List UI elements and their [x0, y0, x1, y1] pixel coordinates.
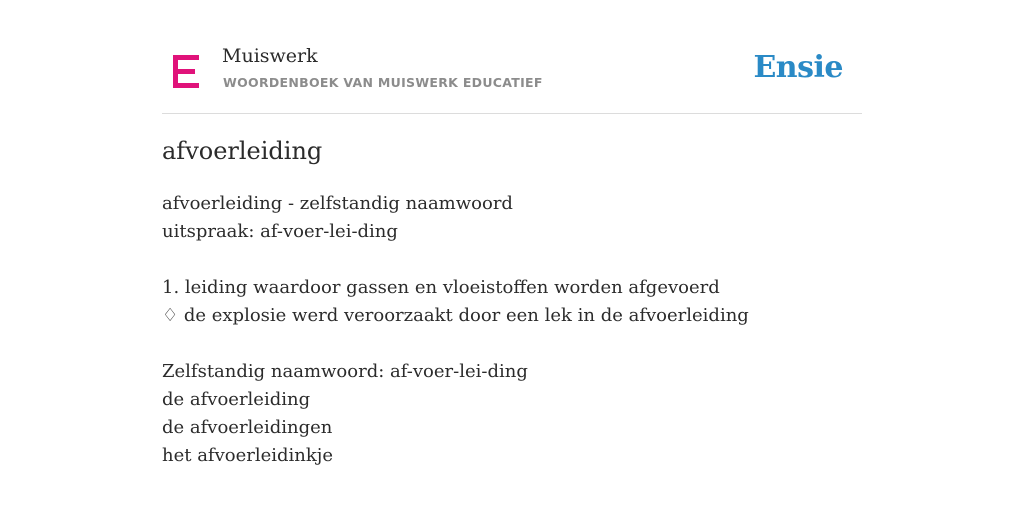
entry-line-pronunciation: uitspraak: af-voer-lei-ding — [162, 221, 398, 242]
muiswerk-logo-icon[interactable] — [173, 55, 199, 88]
logo-bar-middle — [173, 69, 195, 74]
entry-line-singular: de afvoerleiding — [162, 389, 311, 410]
entry-body — [162, 190, 862, 470]
entry-line-spacer — [162, 330, 862, 358]
brand-subtitle: WOORDENBOEK VAN MUISWERK EDUCATIEF — [223, 75, 543, 90]
entry-line-syllables: Zelfstandig naamwoord: af-voer-lei-ding — [162, 361, 528, 382]
entry-line-spacer — [162, 246, 862, 274]
entry-line-word-type: afvoerleiding - zelfstandig naamwoord — [162, 193, 513, 214]
entry-line-plural: de afvoerleidingen — [162, 417, 333, 438]
entry-title: afvoerleiding — [162, 137, 323, 165]
entry-line-example: ♢ de explosie werd veroorzaakt door een lek in de afvoerleiding — [162, 305, 749, 326]
brand-name[interactable]: Muiswerk — [222, 45, 318, 67]
logo-bar-top — [173, 55, 199, 60]
entry-line-diminutive: het afvoerleidinkje — [162, 445, 334, 466]
entry-line-definition: 1. leiding waardoor gassen en vloeistoffen worden afgevoerd — [162, 277, 720, 298]
header — [162, 0, 862, 114]
logo-bar-bottom — [173, 83, 199, 88]
dictionary-card — [162, 0, 862, 512]
ensie-logo[interactable]: Ensie — [753, 50, 843, 85]
